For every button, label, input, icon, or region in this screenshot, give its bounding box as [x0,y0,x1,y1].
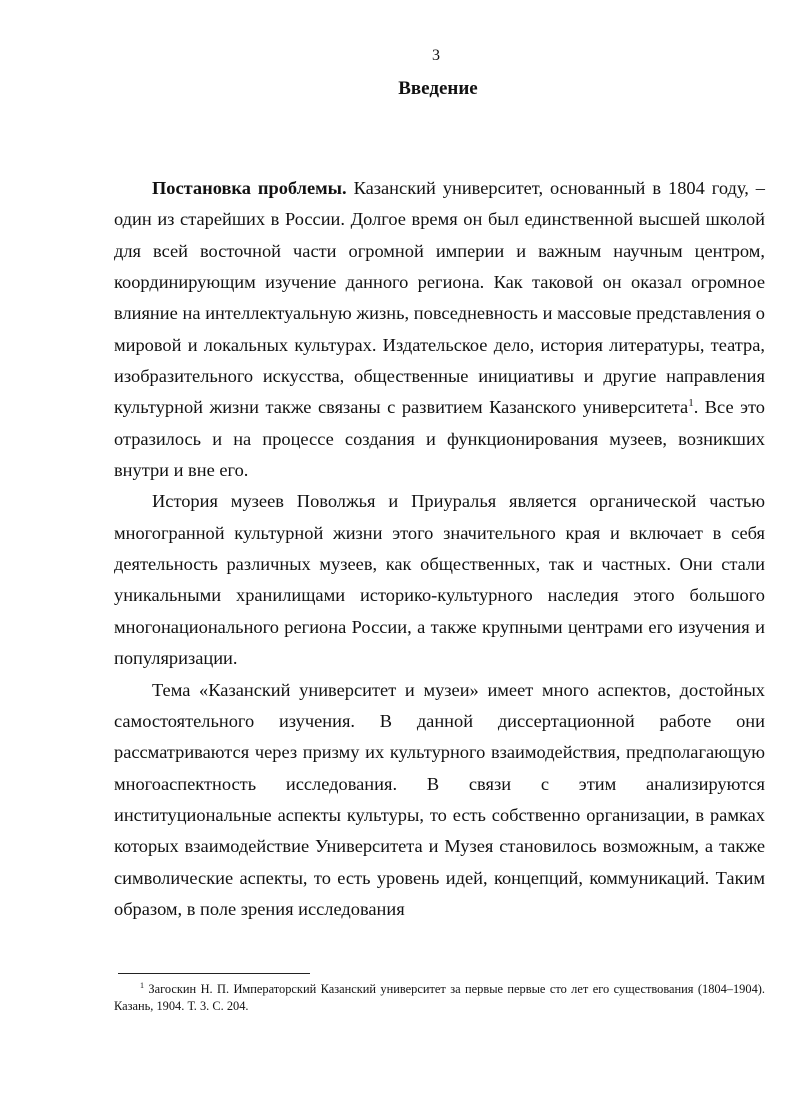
main-text [114,173,765,925]
footnote-text: Загоскин Н. П. Императорский Казанский университет за первые первые сто лет его существования (1804–1904). Казань, 1904. Т. 3. С. 204. [114,982,765,1013]
paragraph-3: Тема «Казанский университет и музеи» имеет много аспектов, достойных самостоятельного изучения. В данной диссертационной работе они рассматриваются через призму их культурного взаимодействия, предполагающую многоаспектность исследования. В связи с этим анализируются институциональные аспекты культуры, то есть собственно организации, в рамках которых взаимодействие Университета и Музея становилось возможным, а также символические аспекты, то есть уровень идей, концепций, коммуникаций. Таким образом, в поле зрения исследования [114,679,765,919]
footnote-reference: 1 [688,397,694,410]
paragraph-1-text-b: . Все это отразилось и на процессе создания и функционирования музеев, возникших внутри и вне его. [114,397,765,481]
paragraph-lead-heading: Постановка проблемы. [152,178,347,198]
page-title: Введение [398,78,478,99]
footnote-entry [114,981,765,1015]
footnote-mark: 1 [140,980,144,990]
footnote [114,981,765,1015]
footnote-divider [118,973,310,974]
paragraph-1 [114,173,765,486]
paragraph-2: История музеев Поволжья и Приуралья является органической частью многогранной культурной жизни этого значительного края и включает в себя деятельность различных музеев, как общественных, так и частных. Они стали уникальными хранилищами историко-культурного наследия этого большого многонационального региона России, а также крупными центрами его изучения и популяризации. [114,491,765,669]
page-number: 3 [432,47,440,64]
paragraph-1-text-a: Казанский университет, основанный в 1804 году, – один из старейших в России. Долгое время он был единственной высшей школой для всей восточной части огромной империи и важным научным центром, координирующим изучение данного региона. Как таковой он оказал огромное влияние на интеллектуальную жизнь, повседневность и массовые представления о мировой и локальных культурах. Издательское дело, история литературы, театра, изобразительного искусства, общественные инициативы и другие направления культурной жизни также связаны с развитием Казанского университета [114,178,765,418]
